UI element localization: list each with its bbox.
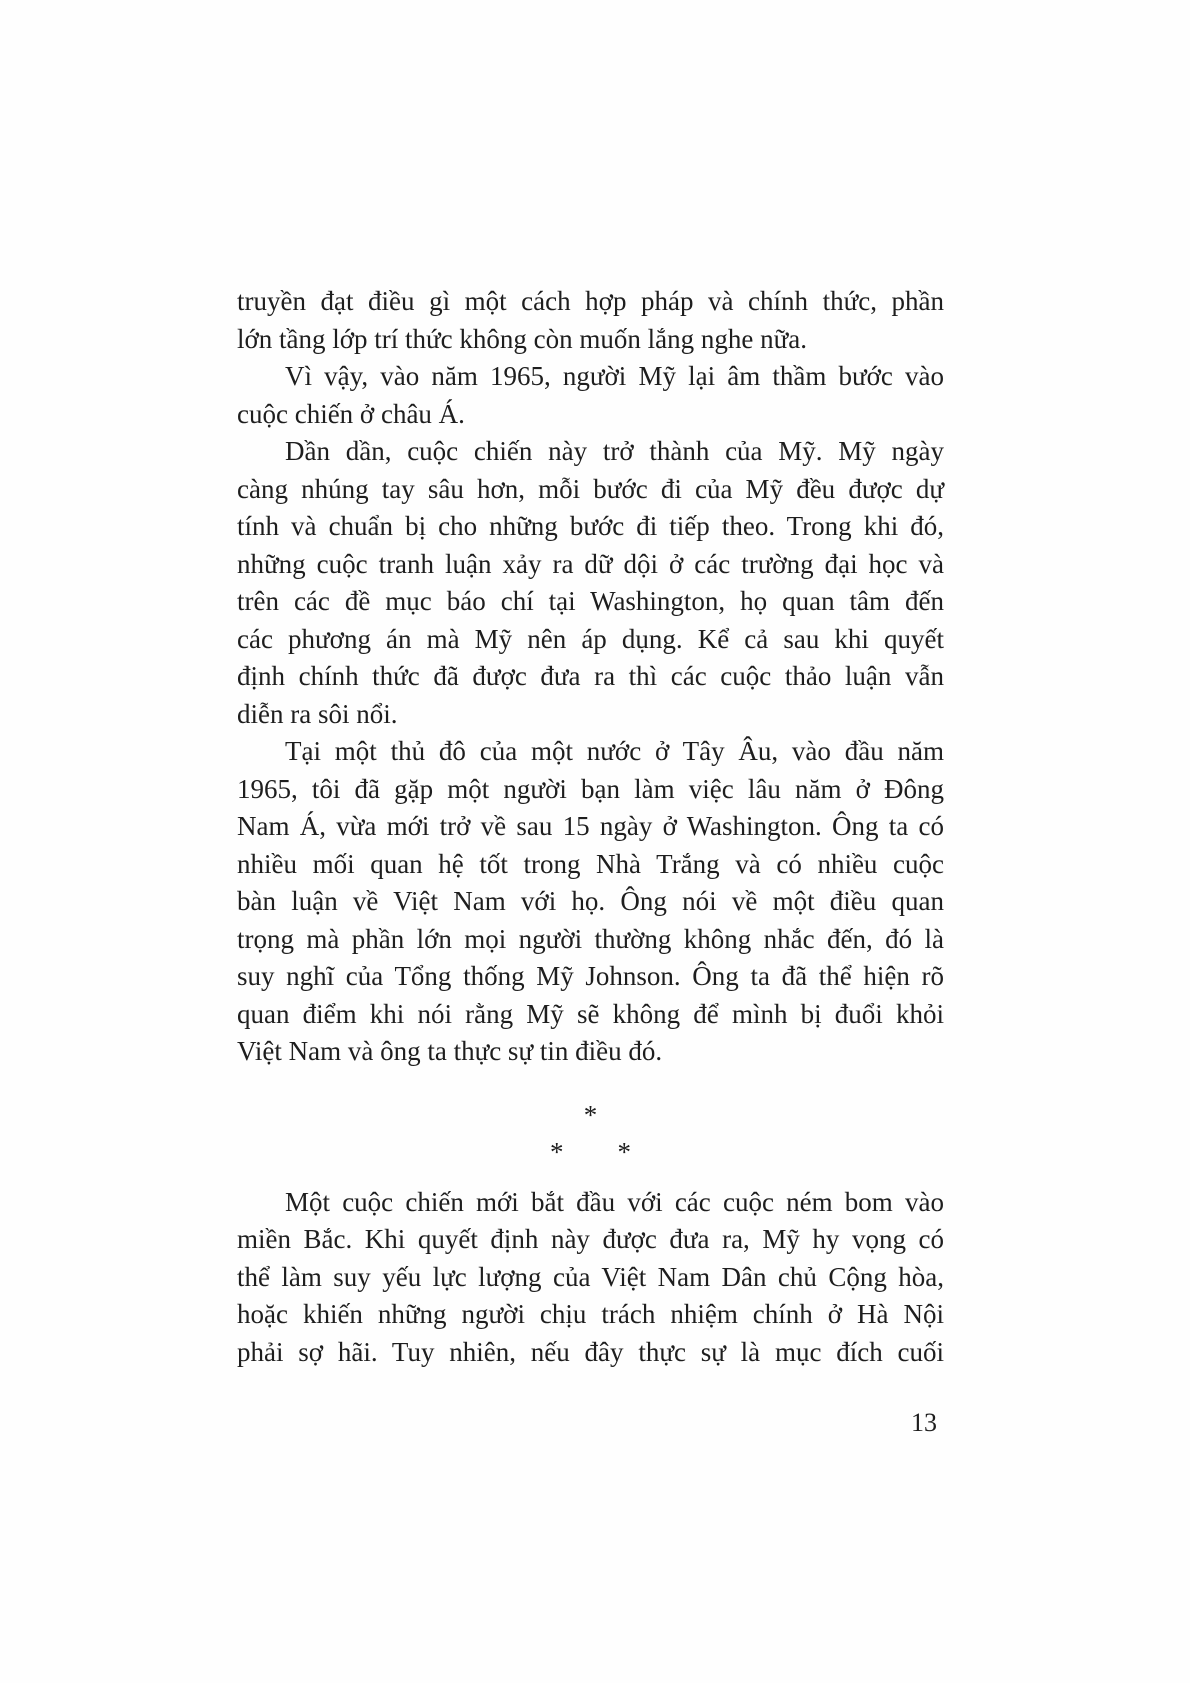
text-line: phải sợ hãi. Tuy nhiên, nếu đây thực sự là mục đích cuối: [237, 1336, 944, 1367]
text-line: càng nhúng tay sâu hơn, mỗi bước đi của Mỹ đều được dự: [237, 473, 944, 504]
separator-asterisks: *: [583, 1099, 598, 1130]
text-line: trên các đề mục báo chí tại Washington, họ quan tâm đến: [237, 586, 944, 616]
text-line: những cuộc tranh luận xảy ra dữ dội ở các trường đại học và: [237, 548, 944, 579]
text-line: miền Bắc. Khi quyết định này được đưa ra, Mỹ hy vọng có: [237, 1224, 944, 1254]
text-line: Dần dần, cuộc chiến này trở thành của Mỹ. Mỹ ngày: [285, 436, 944, 466]
text-line: lớn tầng lớp trí thức không còn muốn lắng nghe nữa.: [237, 323, 807, 354]
text-line: diễn ra sôi nổi.: [237, 698, 398, 729]
text-line: suy nghĩ của Tổng thống Mỹ Johnson. Ông ta đã thể hiện rõ: [237, 961, 944, 991]
text-line: định chính thức đã được đưa ra thì các cuộc thảo luận vẫn: [237, 661, 944, 691]
text-line: Việt Nam và ông ta thực sự tin điều đó.: [237, 1036, 663, 1066]
text-line: quan điểm khi nói rằng Mỹ sẽ không để mình bị đuổi khỏi: [237, 998, 944, 1029]
text-line: Nam Á, vừa mới trở về sau 15 ngày ở Washington. Ông ta có: [237, 811, 944, 841]
text-line: 1965, tôi đã gặp một người bạn làm việc lâu năm ở Đông: [237, 773, 944, 804]
text-line: truyền đạt điều gì một cách hợp pháp và chính thức, phần: [237, 286, 944, 316]
separator-asterisks: * *: [550, 1137, 631, 1167]
text-line: thể làm suy yếu lực lượng của Việt Nam Dân chủ Cộng hòa,: [237, 1261, 944, 1292]
text-line: bàn luận về Việt Nam với họ. Ông nói về một điều quan: [237, 886, 944, 916]
page-number: 13: [911, 1408, 937, 1437]
text-line: trọng mà phần lớn mọi người thường không nhắc đến, đó là: [237, 923, 944, 954]
text-line: Vì vậy, vào năm 1965, người Mỹ lại âm thầm bước vào: [285, 361, 944, 391]
text-block: [237, 283, 944, 1371]
text-line: cuộc chiến ở châu Á.: [237, 398, 465, 429]
text-line: Một cuộc chiến mới bắt đầu với các cuộc ném bom vào: [285, 1186, 944, 1217]
text-line: nhiều mối quan hệ tốt trong Nhà Trắng và có nhiều cuộc: [237, 848, 944, 879]
text-line: các phương án mà Mỹ nên áp dụng. Kể cả sau khi quyết: [237, 623, 944, 654]
text-line: hoặc khiến những người chịu trách nhiệm chính ở Hà Nội: [237, 1299, 944, 1329]
text-line: Tại một thủ đô của một nước ở Tây Âu, vào đầu năm: [285, 736, 944, 766]
text-line: tính và chuẩn bị cho những bước đi tiếp theo. Trong khi đó,: [237, 511, 944, 541]
